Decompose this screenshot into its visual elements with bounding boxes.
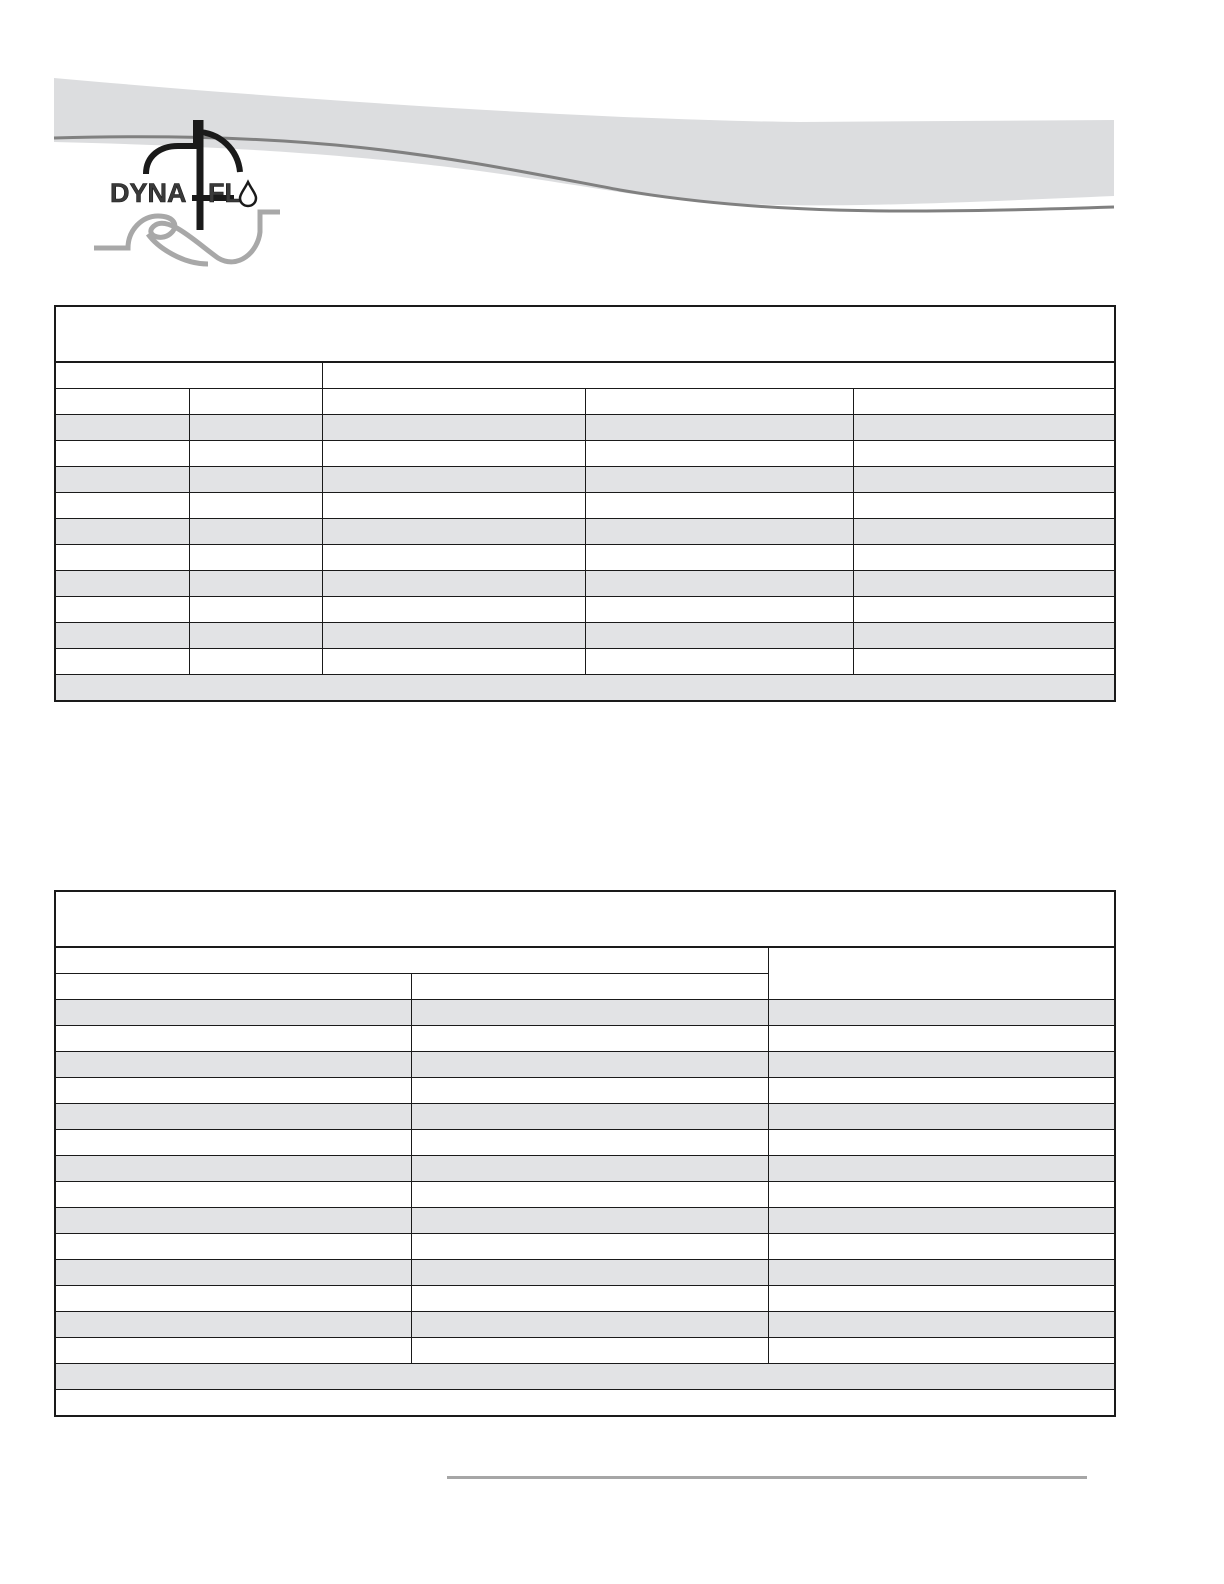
logo-wave <box>94 212 280 262</box>
table-cell <box>853 415 1115 441</box>
table-1-group-header-2 <box>322 362 1115 389</box>
table-row <box>55 571 1115 597</box>
footer-rule <box>447 1476 1087 1479</box>
table-cell <box>55 1338 411 1364</box>
table-cell <box>411 1078 768 1104</box>
table-cell <box>411 1234 768 1260</box>
table-cell <box>55 1312 411 1338</box>
table-1-col-header <box>853 389 1115 415</box>
table-row <box>55 1260 1115 1286</box>
table-row <box>55 1052 1115 1078</box>
table-cell <box>322 467 585 493</box>
table-cell <box>55 1000 411 1026</box>
table-row <box>55 1208 1115 1234</box>
table-cell <box>55 1078 411 1104</box>
table-cell <box>322 623 585 649</box>
table-cell <box>411 1026 768 1052</box>
table-cell <box>322 597 585 623</box>
table-1-title <box>55 306 1115 362</box>
table-1-col-header <box>55 389 189 415</box>
table-row <box>55 1000 1115 1026</box>
table-cell <box>55 1104 411 1130</box>
table-1-title-row <box>55 306 1115 362</box>
table-cell <box>55 649 189 675</box>
table-cell <box>853 571 1115 597</box>
table-cell <box>768 1052 1115 1078</box>
table-row <box>55 597 1115 623</box>
table-cell <box>55 597 189 623</box>
table-cell <box>853 649 1115 675</box>
table-row <box>55 467 1115 493</box>
table-row <box>55 519 1115 545</box>
table-cell <box>585 545 853 571</box>
table-1-footnote <box>55 675 1115 702</box>
table-cell <box>768 1026 1115 1052</box>
table-2-footnote-row <box>55 1364 1115 1390</box>
table-2-title-row <box>55 891 1115 947</box>
spec-table-1 <box>54 305 1116 702</box>
table-cell <box>189 649 322 675</box>
table-cell <box>189 441 322 467</box>
table-cell <box>55 415 189 441</box>
table-row <box>55 1130 1115 1156</box>
spec-table-2 <box>54 890 1116 1417</box>
table-cell <box>853 441 1115 467</box>
table-cell <box>411 1156 768 1182</box>
logo-droplet-icon <box>240 182 256 206</box>
table-row <box>55 493 1115 519</box>
table-2-title <box>55 891 1115 947</box>
table-cell <box>189 415 322 441</box>
table-cell <box>585 571 853 597</box>
table-cell <box>189 571 322 597</box>
table-cell <box>768 1208 1115 1234</box>
table-row <box>55 1338 1115 1364</box>
table-cell <box>411 1182 768 1208</box>
table-cell <box>411 1338 768 1364</box>
table-row <box>55 1104 1115 1130</box>
table-row <box>55 1234 1115 1260</box>
table-1-column-header-row <box>55 389 1115 415</box>
table-cell <box>768 1000 1115 1026</box>
table-cell <box>55 493 189 519</box>
table-cell <box>189 493 322 519</box>
table-cell <box>853 493 1115 519</box>
table-cell <box>55 545 189 571</box>
table-cell <box>55 519 189 545</box>
table-cell <box>585 597 853 623</box>
table-cell <box>55 1182 411 1208</box>
table-1-col-header <box>322 389 585 415</box>
table-cell <box>55 571 189 597</box>
table-2-footnote <box>55 1390 1115 1417</box>
table-cell <box>853 597 1115 623</box>
table-cell <box>55 441 189 467</box>
table-cell <box>55 1260 411 1286</box>
table-cell <box>189 519 322 545</box>
table-cell <box>585 519 853 545</box>
table-row <box>55 441 1115 467</box>
table-cell <box>55 1208 411 1234</box>
table-cell <box>411 1104 768 1130</box>
table-cell <box>411 1208 768 1234</box>
logo-text-fl: FL <box>208 178 241 208</box>
table-cell <box>853 519 1115 545</box>
table-cell <box>768 1104 1115 1130</box>
table-1-col-header <box>585 389 853 415</box>
table-cell <box>189 623 322 649</box>
table-row <box>55 623 1115 649</box>
table-cell <box>55 1156 411 1182</box>
table-cell <box>768 1286 1115 1312</box>
table-row <box>55 1156 1115 1182</box>
table-cell <box>585 493 853 519</box>
table-cell <box>322 415 585 441</box>
table-cell <box>853 623 1115 649</box>
table-cell <box>768 1182 1115 1208</box>
table-1-col-header <box>189 389 322 415</box>
table-cell <box>585 467 853 493</box>
table-cell <box>768 1312 1115 1338</box>
table-cell <box>853 545 1115 571</box>
table-cell <box>585 415 853 441</box>
table-2-col-header <box>55 974 411 1000</box>
table-cell <box>411 1052 768 1078</box>
table-cell <box>585 623 853 649</box>
table-row <box>55 649 1115 675</box>
table-cell <box>853 467 1115 493</box>
table-row <box>55 415 1115 441</box>
table-cell <box>55 1234 411 1260</box>
table-cell <box>768 1130 1115 1156</box>
table-cell <box>322 545 585 571</box>
table-cell <box>322 649 585 675</box>
table-cell <box>189 545 322 571</box>
table-row <box>55 1078 1115 1104</box>
table-2-group-header-row <box>55 947 1115 974</box>
table-row <box>55 1182 1115 1208</box>
table-cell <box>189 467 322 493</box>
table-cell <box>411 1312 768 1338</box>
logo-d-arc <box>146 120 196 174</box>
table-cell <box>322 441 585 467</box>
table-cell <box>55 1026 411 1052</box>
table-cell <box>411 1286 768 1312</box>
table-cell <box>585 649 853 675</box>
dynaflo-logo <box>88 112 288 272</box>
table-cell <box>768 1260 1115 1286</box>
table-1-footnote-row <box>55 675 1115 702</box>
table-row <box>55 545 1115 571</box>
table-cell <box>322 493 585 519</box>
table-row <box>55 1026 1115 1052</box>
table-cell <box>585 441 853 467</box>
table-cell <box>768 1156 1115 1182</box>
table-row <box>55 1312 1115 1338</box>
table-2-col-header <box>411 974 768 1000</box>
table-cell <box>768 1078 1115 1104</box>
table-cell <box>411 1000 768 1026</box>
table-cell <box>55 1130 411 1156</box>
table-cell <box>322 571 585 597</box>
table-2-footnote <box>55 1364 1115 1390</box>
table-cell <box>55 467 189 493</box>
table-cell <box>411 1130 768 1156</box>
table-2-group-header-2 <box>768 947 1115 1000</box>
table-cell <box>322 519 585 545</box>
table-cell <box>768 1338 1115 1364</box>
table-cell <box>55 1286 411 1312</box>
table-1-group-header-1 <box>55 362 322 389</box>
table-cell <box>55 1052 411 1078</box>
table-2-footnote-row <box>55 1390 1115 1417</box>
logo-text-dyna: DYNA <box>110 178 187 208</box>
table-cell <box>189 597 322 623</box>
table-1-group-header-row <box>55 362 1115 389</box>
table-cell <box>411 1260 768 1286</box>
table-row <box>55 1286 1115 1312</box>
table-2-group-header-1 <box>55 947 768 974</box>
table-cell <box>55 623 189 649</box>
table-cell <box>768 1234 1115 1260</box>
